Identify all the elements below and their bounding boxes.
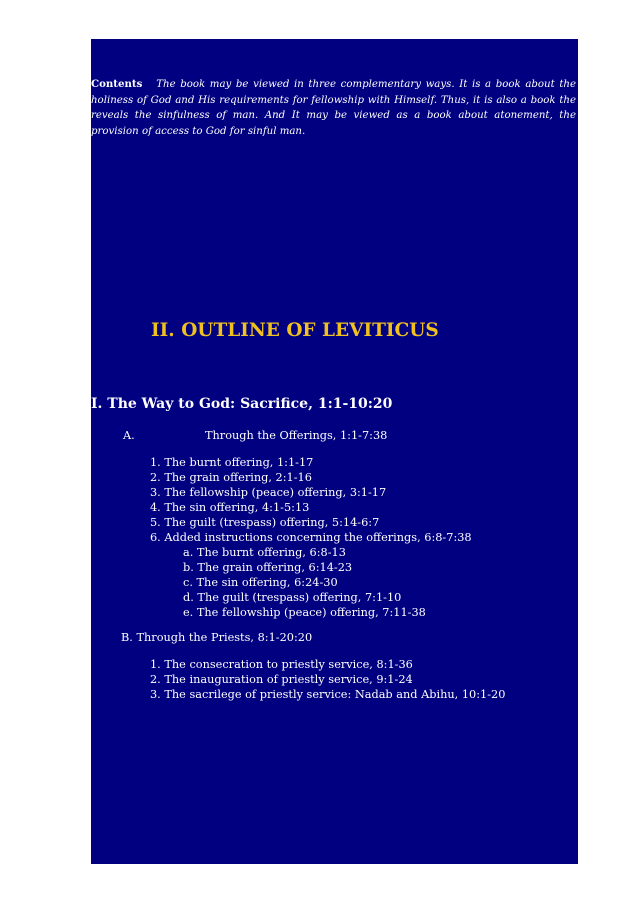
sub-list-item: a. The burnt offering, 6:8-13 [183,546,346,559]
subsection-a-heading [123,429,387,442]
list-item: 1. The consecration to priestly service, 8:1-36 [150,658,413,671]
offerings-list [150,455,472,620]
list-item: 3. The sacrilege of priestly service: Nadab and Abihu, 10:1-20 [150,688,506,701]
priests-list [150,657,505,702]
list-item: 3. The fellowship (peace) offering, 3:1-17 [150,486,387,499]
list-item: 2. The grain offering, 2:1-16 [150,471,312,484]
list-item: 2. The inauguration of priestly service, 9:1-24 [150,673,413,686]
sub-list-item: d. The guilt (trespass) offering, 7:1-10 [183,591,402,604]
section-heading: I. The Way to God: Sacrifice, 1:1-10:20 [91,396,393,412]
outline-title: II. OUTLINE OF LEVITICUS [151,320,439,341]
contents-text: The book may be viewed in three complementary ways. It is a book about the holiness of God and His requirements for fellowship with Himself. Thus, it is also a book the reveals the sinfulness of man. And It may be viewed as a book about atonement, the provision of access to God for sinful man. [91,79,577,137]
subsection-a-title: Through the Offerings, 1:1-7:38 [205,429,388,442]
list-item: 6. Added instructions concerning the offerings, 6:8-7:38 [150,531,472,544]
list-item: 1. The burnt offering, 1:1-17 [150,456,314,469]
list-item: 5. The guilt (trespass) offering, 5:14-6:7 [150,516,380,529]
subsection-b-heading: B. Through the Priests, 8:1-20:20 [121,631,313,644]
sub-list-item: c. The sin offering, 6:24-30 [183,576,338,589]
subsection-a-letter: A. [123,429,135,442]
contents-label: Contents [91,78,143,90]
document-panel [91,39,578,864]
sub-list-item: b. The grain offering, 6:14-23 [183,561,353,574]
list-item: 4. The sin offering, 4:1-5:13 [150,501,310,514]
sub-list-item: e. The fellowship (peace) offering, 7:11-38 [183,606,426,619]
contents-paragraph [91,77,576,139]
